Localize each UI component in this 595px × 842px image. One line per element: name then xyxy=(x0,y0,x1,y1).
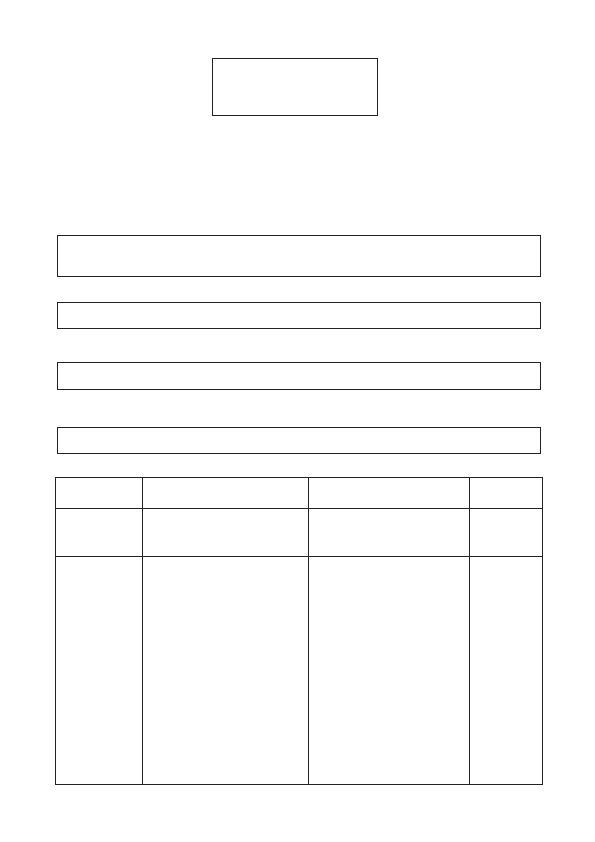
stage-cell xyxy=(470,509,543,557)
header-notes xyxy=(56,478,143,509)
header-stages xyxy=(470,478,543,509)
notes-cell xyxy=(56,509,143,557)
lesson-table xyxy=(55,477,543,785)
stage-cell xyxy=(470,557,543,785)
session-goal-box xyxy=(57,427,541,454)
notes-cell xyxy=(56,557,143,785)
star-border-bottom xyxy=(0,796,595,842)
star-border-right xyxy=(549,0,595,842)
table-row xyxy=(56,557,543,785)
teacher-cell xyxy=(309,557,470,785)
header-learner-activities xyxy=(143,478,309,509)
table-row xyxy=(56,509,543,557)
header-teacher-activities xyxy=(309,478,470,509)
memo-title-box xyxy=(212,58,378,116)
star-border-top xyxy=(0,0,595,46)
learner-cell xyxy=(143,557,309,785)
teacher-cell xyxy=(309,509,470,557)
star-border-left xyxy=(0,0,46,842)
content-box xyxy=(57,362,541,390)
competence-box xyxy=(57,235,541,277)
table-header-row xyxy=(56,478,543,509)
learner-cell xyxy=(143,509,309,557)
objective-box xyxy=(57,302,541,329)
